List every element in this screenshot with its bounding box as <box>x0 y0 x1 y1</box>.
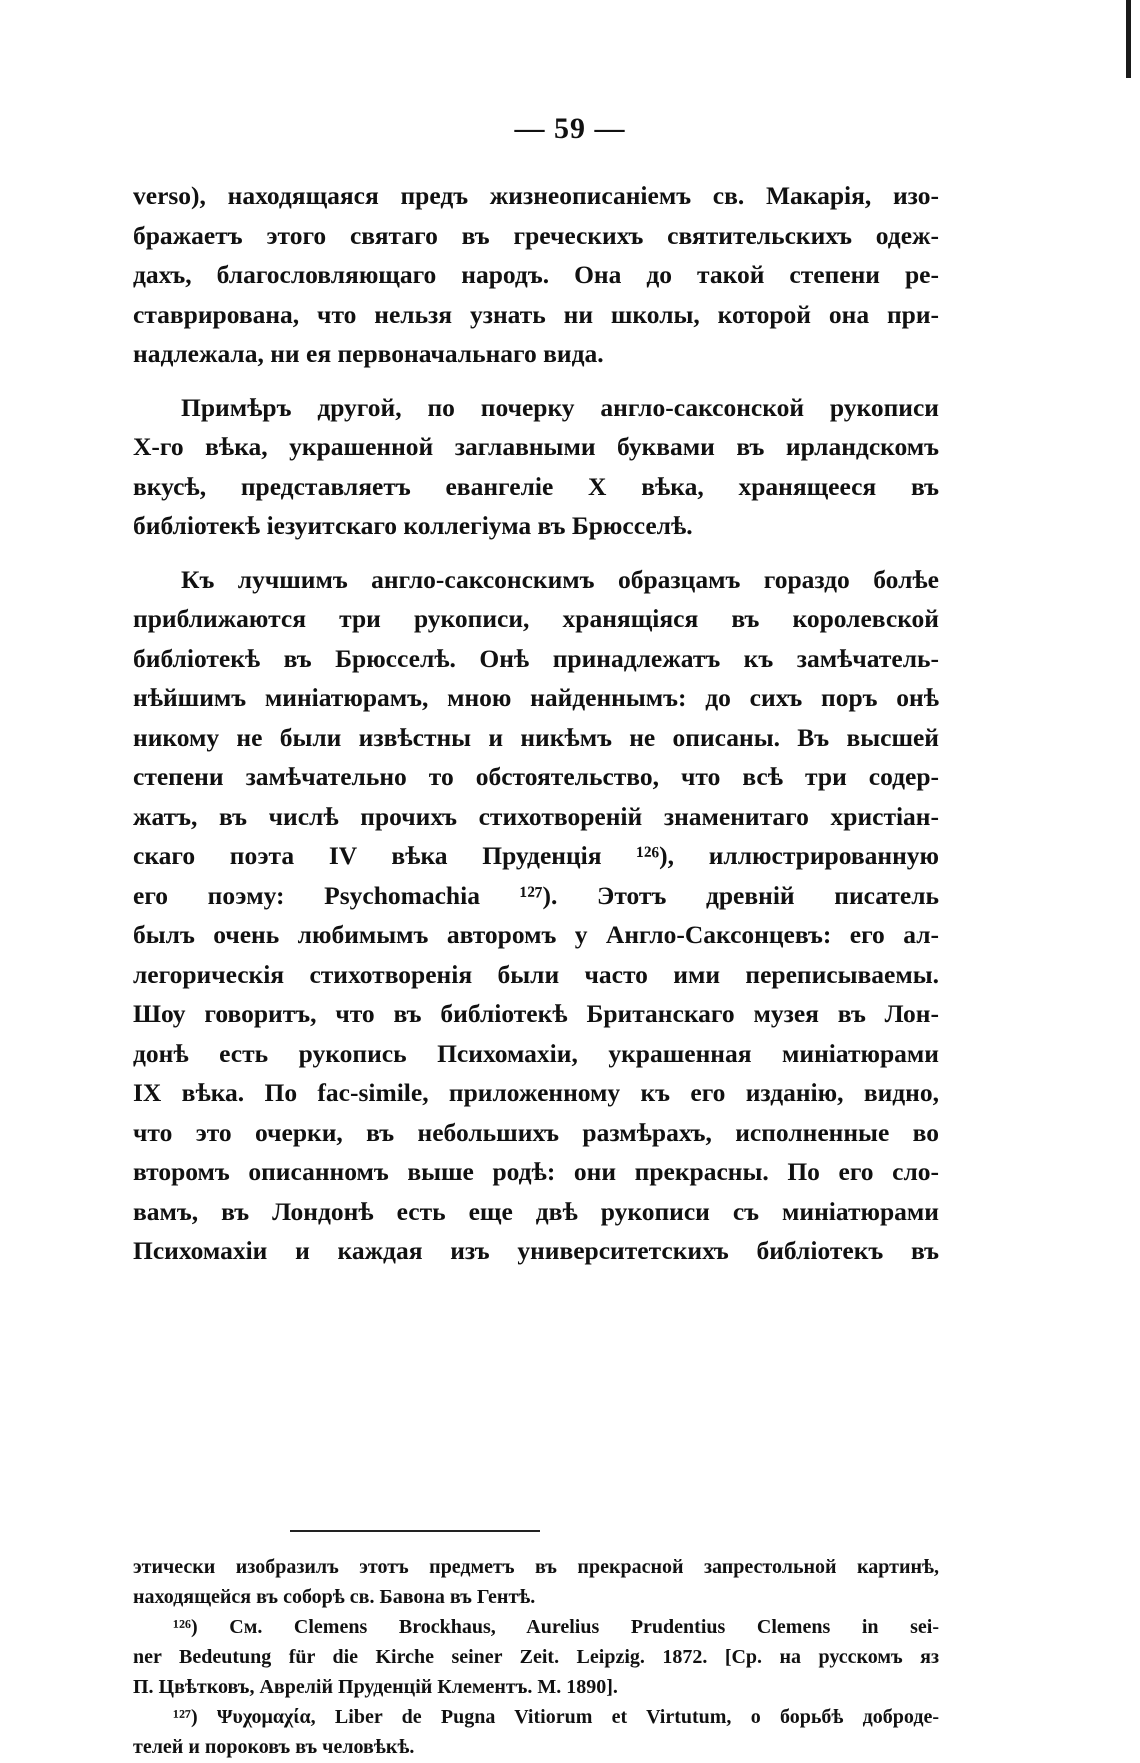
text-line: что это очерки, въ небольшихъ размѣрахъ, исполненные во <box>133 1117 939 1147</box>
text-line: бражаетъ этого святаго въ греческихъ святительскихъ одеж- <box>133 220 939 250</box>
page-number: — 59 — <box>514 112 626 145</box>
footnote-line: находящейся въ соборѣ св. Бавона въ Гентѣ. <box>133 1586 536 1608</box>
footnote-line: ner Bedeutung für die Kirche seiner Zeit. Leipzig. 1872. [Ср. на русскомъ яз <box>133 1646 939 1668</box>
text-line: скаго поэта IV вѣка Пруденція ¹²⁶), иллюстрированную <box>133 841 939 870</box>
text-line: IX вѣка. По fac-simile, приложенному къ его изданію, видно, <box>133 1078 939 1107</box>
footnote-continuation <box>133 1552 939 1612</box>
footnote-separator <box>290 1530 540 1532</box>
text-line: донѣ есть рукопись Психомахіи, украшенная миніатюрами <box>133 1038 939 1068</box>
main-text <box>133 176 939 1271</box>
text-line: вкусѣ, представляетъ евангеліе Х вѣка, хранящееся въ <box>133 471 939 501</box>
footnotes <box>133 1552 939 1762</box>
text-line: жатъ, въ числѣ прочихъ стихотвореній знаменитаго христіан- <box>133 801 939 831</box>
text-line: Примѣръ другой, по почерку англо-саксонской рукописи <box>181 392 939 422</box>
text-line: библіотекѣ въ Брюсселѣ. Онѣ принадлежатъ къ замѣчатель- <box>133 643 939 673</box>
text-line: библіотекѣ іезуитскаго коллегіума въ Брюсселѣ. <box>133 511 693 540</box>
text-line: приближаются три рукописи, хранящіяся въ королевской <box>133 604 939 633</box>
footnote-line: телей и пороковъ въ человѣкѣ. <box>133 1736 415 1758</box>
text-line: нѣйшимъ миніатюрамъ, мною найденнымъ: до сихъ поръ онѣ <box>133 683 939 712</box>
text-line: надлежала, ни ея первоначальнаго вида. <box>133 339 604 368</box>
footnote-line: ¹²⁷) Ψυχομαχία, Liber de Pugna Vitiorum et Virtutum, о борьбѣ доброде- <box>173 1706 939 1728</box>
paragraph-1 <box>133 176 939 374</box>
text-line: степени замѣчательно то обстоятельство, что всѣ три содер- <box>133 762 939 791</box>
footnote-line: П. Цвѣтковъ, Аврелій Пруденцій Клементъ. М. 1890]. <box>133 1676 618 1698</box>
paragraph-3 <box>133 560 939 1271</box>
text-line: Х-го вѣка, украшенной заглавными буквами въ ирландскомъ <box>133 432 939 461</box>
paragraph-2 <box>133 388 939 546</box>
text-line: Къ лучшимъ англо-саксонскимъ образцамъ гораздо болѣе <box>181 564 939 594</box>
text-line: легорическія стихотворенія были часто ими переписываемы. <box>133 959 939 989</box>
text-line: verso), находящаяся предъ жизнеописаніемъ св. Макарія, изо- <box>133 181 939 210</box>
text-line: вамъ, въ Лондонѣ есть еще двѣ рукописи съ миніатюрами <box>133 1196 939 1226</box>
text-line: Шоу говоритъ, что въ библіотекѣ Британскаго музея въ Лон- <box>133 999 939 1028</box>
footnote-126 <box>133 1612 939 1702</box>
text-line: Психомахіи и каждая изъ университетскихъ библіотекъ въ <box>133 1236 939 1265</box>
text-line: никому не были извѣстны и никѣмъ не описаны. Въ высшей <box>133 722 939 752</box>
text-line: дахъ, благословляющаго народъ. Она до такой степени ре- <box>133 260 939 289</box>
page-edge-line <box>1126 0 1131 78</box>
text-line: его поэму: Psychomachia ¹²⁷). Этотъ древній писатель <box>133 880 939 910</box>
footnote-line: ¹²⁶) См. Clemens Brockhaus, Aurelius Prudentius Clemens in sei- <box>173 1616 939 1638</box>
text-line: ставрирована, что нельзя узнать ни школы, которой она при- <box>133 299 939 329</box>
footnote-127 <box>133 1702 939 1762</box>
text-line: второмъ описанномъ выше родѣ: они прекрасны. По его сло- <box>133 1157 939 1186</box>
footnote-line: этически изобразилъ этотъ предметъ въ прекрасной запрестольной картинѣ, <box>133 1556 939 1578</box>
text-line: былъ очень любимымъ авторомъ у Англо-Саксонцевъ: его ал- <box>133 920 939 949</box>
